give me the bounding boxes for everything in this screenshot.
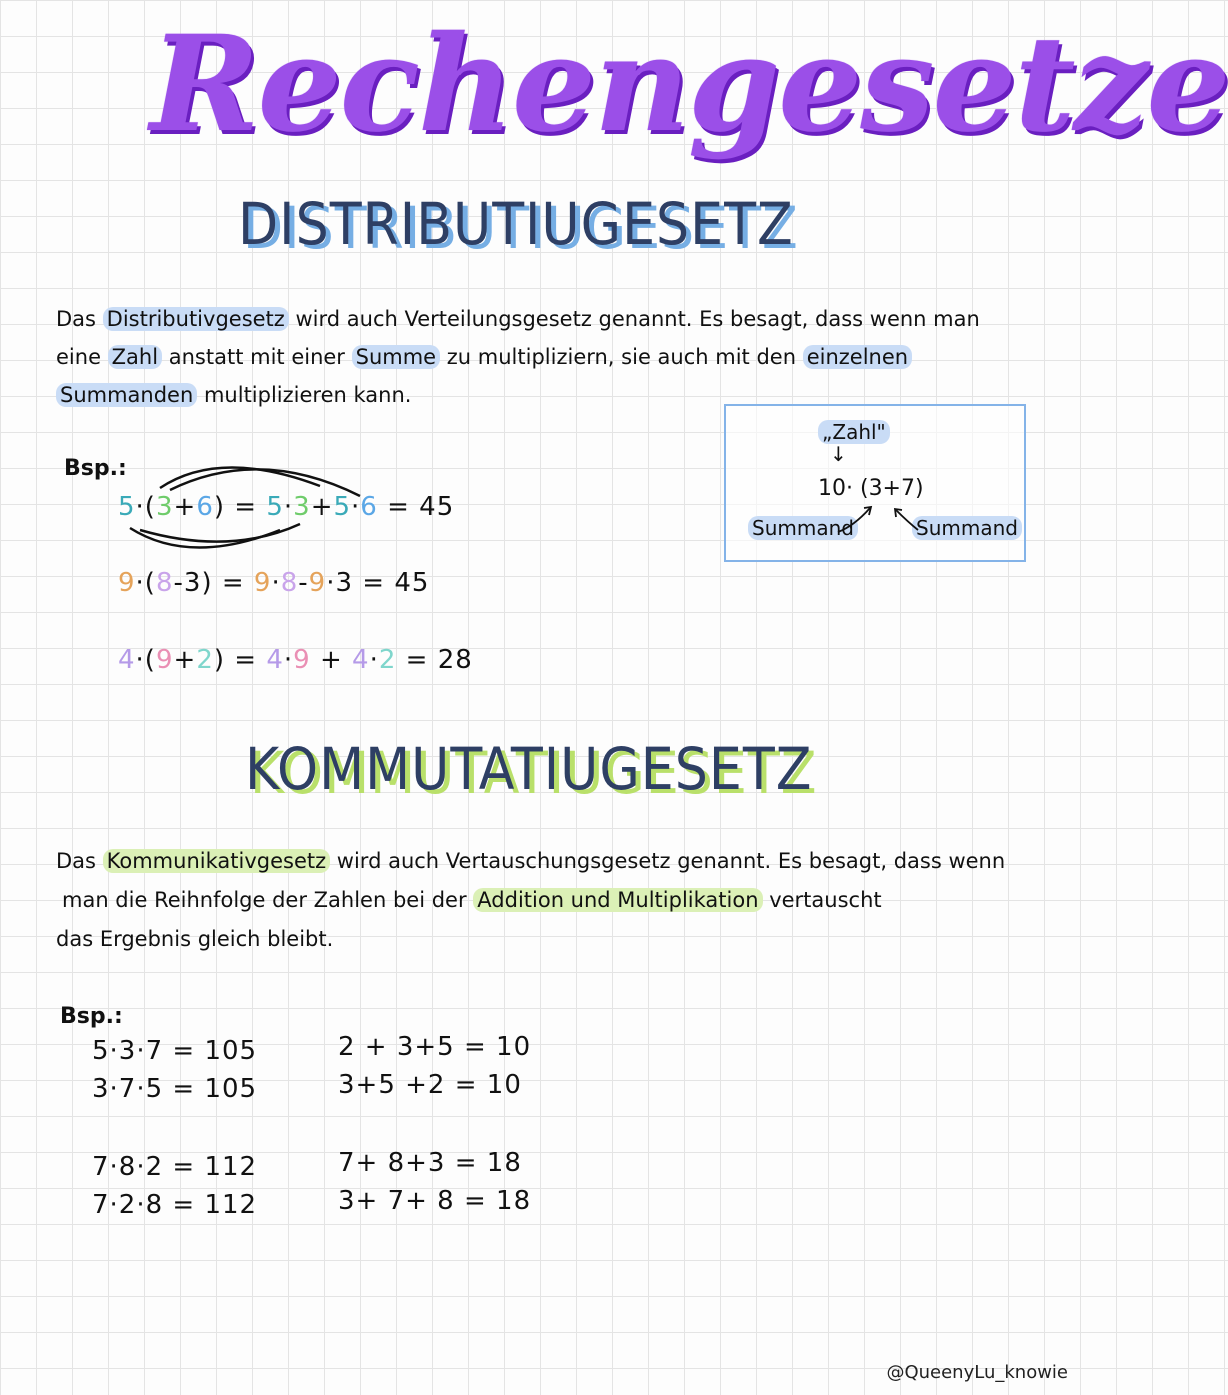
kommutativ-text-line-2 [62, 881, 882, 919]
kommutativ-example-right-2: 3+5 +2 = 10 [338, 1070, 522, 1100]
eq-part: · [283, 492, 294, 522]
eq-part: -3) = [173, 568, 254, 598]
eq-part: · [369, 645, 379, 675]
eq-part: + [173, 645, 197, 675]
highlight-summand-left: Summand [748, 516, 858, 540]
highlight-zahl-label: „Zahl" [818, 420, 890, 444]
distributiv-example-2 [118, 568, 429, 598]
kommutativ-example-right-3: 7+ 8+3 = 18 [338, 1148, 522, 1178]
highlight-zahl: Zahl [108, 345, 162, 369]
kommutativ-example-left-3: 7·8·2 = 112 [92, 1152, 258, 1182]
eq-part: 5 [266, 492, 284, 522]
kommutativ-text-line-3: das Ergebnis gleich bleibt. [56, 927, 334, 951]
box-pointer-arrows [834, 502, 924, 536]
eq-part: 9 [253, 568, 272, 598]
eq-part: · [283, 645, 294, 675]
kommutativ-heading: KOMMUTATIUGESETZ [245, 735, 813, 803]
eq-part: · [271, 568, 281, 598]
highlight-summand-right: Summand [912, 516, 1022, 540]
eq-part: ·( [135, 645, 156, 675]
text-fragment: wird auch Verteilungsgesetz genannt. Es besagt, dass wenn man [288, 307, 980, 331]
highlight-einzelnen: einzelnen [803, 345, 912, 369]
eq-part: = 28 [396, 645, 473, 675]
text-fragment: anstatt mit einer [162, 345, 352, 369]
eq-part: ·( [135, 492, 156, 522]
distributiv-bsp-label: Bsp.: [64, 456, 127, 481]
eq-part: 4 [352, 645, 370, 675]
eq-part: 8 [280, 568, 299, 598]
eq-part: ) = [213, 492, 267, 522]
highlight-summanden: Summanden [56, 383, 197, 407]
text-fragment: wird auch Vertauschungsgesetz genannt. Es besagt, dass wenn [330, 849, 1006, 873]
distributiv-text-line-2 [56, 338, 912, 376]
eq-part: 3 [155, 492, 174, 522]
kommutativ-example-left-1: 5·3·7 = 105 [92, 1036, 258, 1066]
eq-part: + [310, 645, 353, 675]
eq-part: ·( [135, 568, 156, 598]
eq-part: ·3 = 45 [326, 568, 430, 598]
kommutativ-bsp-label: Bsp.: [60, 1004, 123, 1029]
eq-part: 2 [196, 645, 214, 675]
highlight-summe: Summe [352, 345, 440, 369]
box-expression: 10· (3+7) [818, 476, 924, 501]
highlight-distributivgesetz: Distributivgesetz [103, 307, 289, 331]
kommutativ-example-left-2: 3·7·5 = 105 [92, 1074, 258, 1104]
eq-part: 4 [118, 645, 136, 675]
eq-part: 2 [378, 645, 397, 675]
box-summand-right [912, 516, 1022, 540]
eq-part: 5 [333, 492, 352, 522]
eq-part: - [298, 568, 309, 598]
eq-part: 8 [155, 568, 174, 598]
distributiv-example-1 [118, 492, 454, 522]
distributiv-example-3 [118, 645, 473, 675]
kommutativ-example-left-4: 7·2·8 = 112 [92, 1190, 258, 1220]
eq-part: ) = [213, 645, 267, 675]
kommutativ-example-right-1: 2 + 3+5 = 10 [338, 1032, 532, 1062]
text-fragment: multiplizieren kann. [197, 383, 412, 407]
eq-part: = 45 [377, 492, 455, 522]
explanation-box [724, 404, 1026, 562]
text-fragment: Das [56, 849, 103, 873]
box-arrow-down: ↓ [830, 442, 847, 466]
eq-part: · [351, 492, 361, 522]
box-zahl-label [818, 420, 890, 444]
text-fragment: Das [56, 307, 103, 331]
eq-part: 9 [118, 568, 136, 598]
eq-part: 6 [360, 492, 378, 522]
eq-part: 4 [266, 645, 284, 675]
eq-part: + [310, 492, 334, 522]
text-fragment: man die Reihnfolge der Zahlen bei der [62, 888, 474, 912]
eq-part: 3 [293, 492, 311, 522]
highlight-addition-multiplikation: Addition und Multiplikation [473, 888, 762, 912]
text-fragment: vertauscht [762, 888, 882, 912]
text-fragment: zu multipliziern, sie auch mit den [440, 345, 803, 369]
distributiv-text-line-1 [56, 300, 980, 338]
author-watermark: @QueenyLu_knowie [886, 1362, 1068, 1383]
eq-part: 5 [118, 492, 136, 522]
kommutativ-example-right-4: 3+ 7+ 8 = 18 [338, 1186, 532, 1216]
eq-part: 9 [293, 645, 311, 675]
distributiv-heading: DISTRIBUTIUGESETZ [238, 190, 794, 258]
kommutativ-text-line-1 [56, 842, 1005, 880]
distributiv-text-line-3 [56, 376, 411, 414]
eq-part: 6 [196, 492, 214, 522]
eq-part: + [173, 492, 197, 522]
text-fragment: eine [56, 345, 108, 369]
page-title: Rechengesetze [150, 7, 1228, 162]
eq-part: 9 [308, 568, 327, 598]
eq-part: 9 [155, 645, 174, 675]
highlight-kommunikativgesetz: Kommunikativgesetz [103, 849, 330, 873]
